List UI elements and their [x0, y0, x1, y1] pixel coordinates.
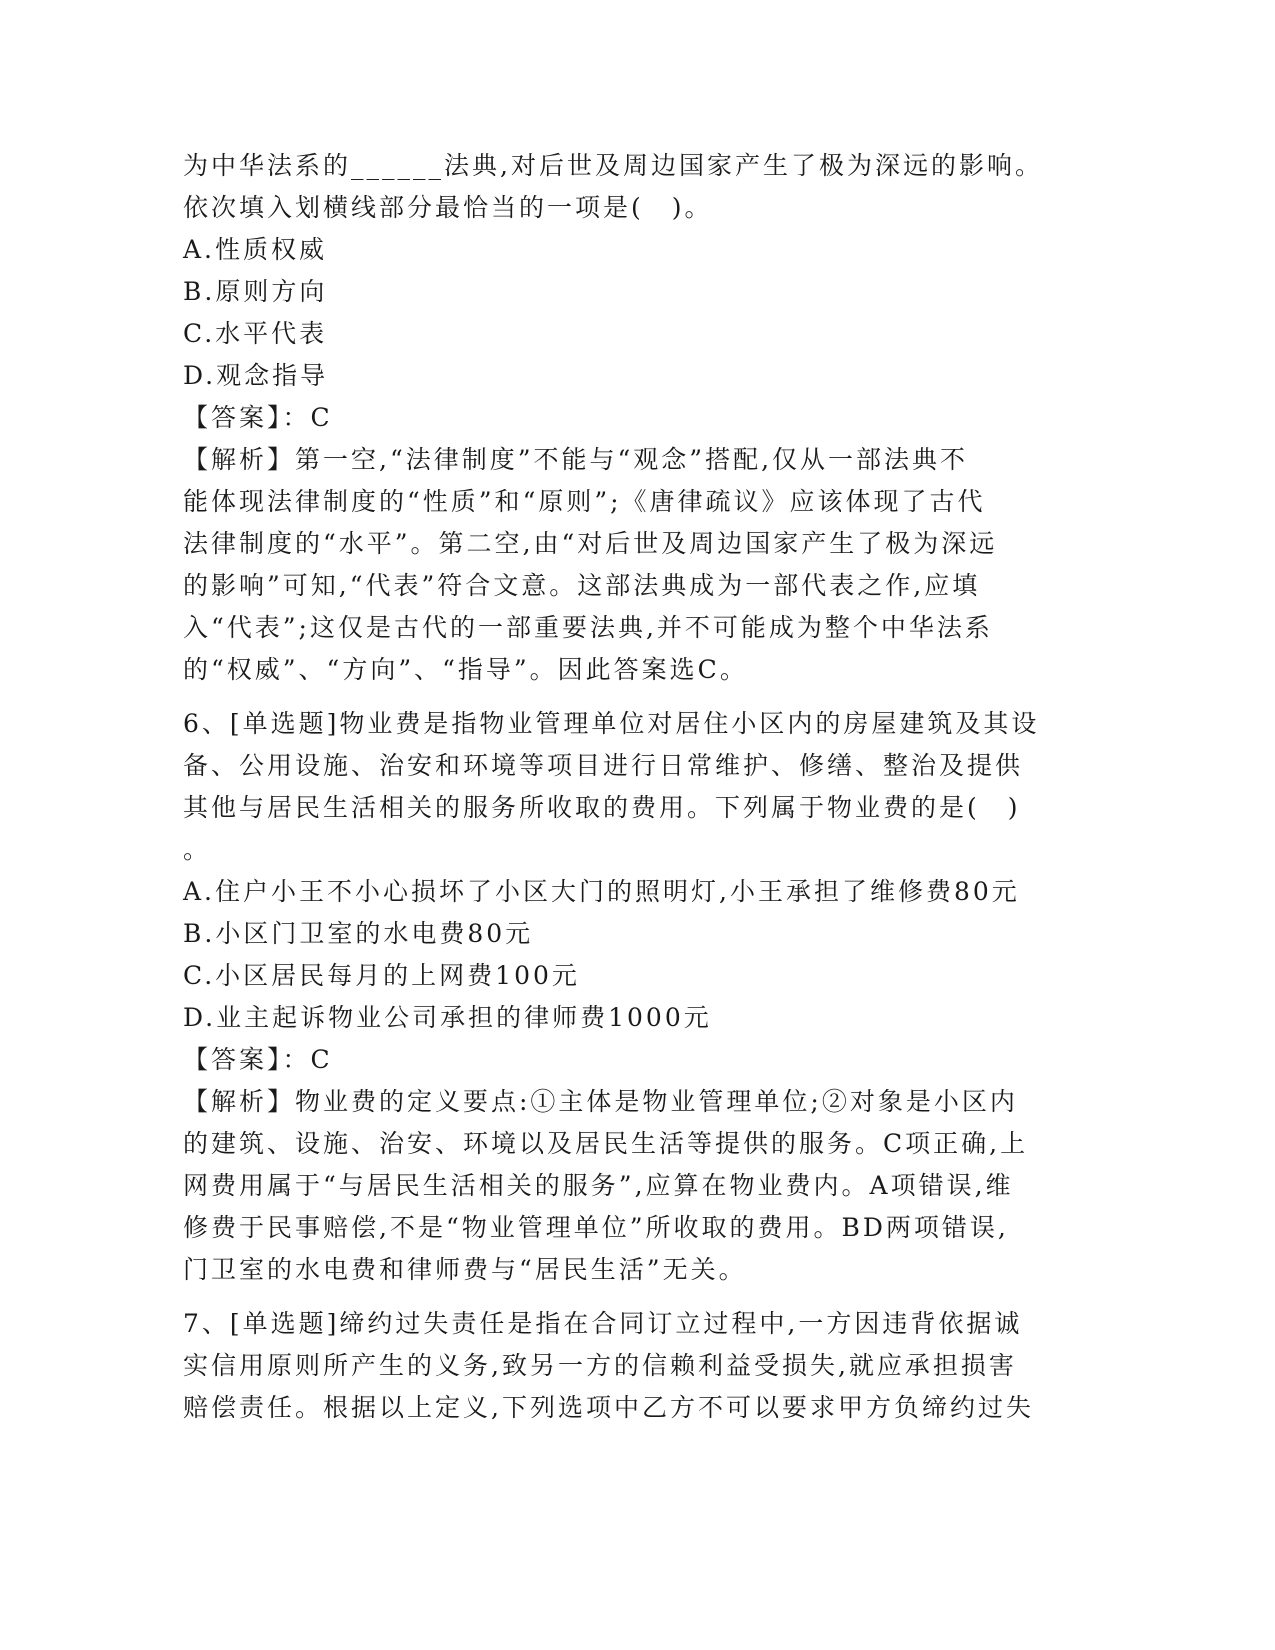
- question-stem-line: 赔偿责任。根据以上定义,下列选项中乙方不可以要求甲方负缔约过失: [183, 1393, 1034, 1422]
- question-stem-line: 其他与居民生活相关的服务所收取的费用。下列属于物业费的是( ): [183, 793, 1021, 822]
- option-d: D.业主起诉物业公司承担的律师费1000元: [183, 1003, 712, 1032]
- question-7: [183, 1303, 1083, 1429]
- question-stem-line: 实信用原则所产生的义务,致另一方的信赖利益受损失,就应承担损害: [183, 1351, 1017, 1380]
- analysis-line: 修费于民事赔偿,不是“物业管理单位”所收取的费用。BD两项错误,: [183, 1213, 1009, 1242]
- document-page: [183, 145, 1083, 1429]
- answer-line: 【答案】：C: [183, 403, 333, 432]
- option-d: D.观念指导: [183, 361, 329, 390]
- option-b: B.小区门卫室的水电费80元: [183, 919, 534, 948]
- section-gap: [183, 691, 1083, 703]
- section-gap: [183, 1291, 1083, 1303]
- option-a: A.性质权威: [183, 235, 328, 264]
- analysis-line: 法律制度的“水平”。第二空,由“对后世及周边国家产生了极为深远: [183, 529, 998, 558]
- analysis-line: 【解析】物业费的定义要点:①主体是物业管理单位;②对象是小区内: [183, 1087, 1018, 1116]
- analysis-line: 的影响”可知,“代表”符合文意。这部法典成为一部代表之作,应填: [183, 571, 981, 600]
- question-stem-line: 6、[单选题]物业费是指物业管理单位对居住小区内的房屋建筑及其设: [183, 709, 1040, 738]
- question-stem-line: 依次填入划横线部分最恰当的一项是( )。: [183, 193, 713, 222]
- option-b: B.原则方向: [183, 277, 328, 306]
- analysis-line: 网费用属于“与居民生活相关的服务”,应算在物业费内。A项错误,维: [183, 1171, 1014, 1200]
- analysis-line: 门卫室的水电费和律师费与“居民生活”无关。: [183, 1255, 747, 1284]
- analysis-line: 能体现法律制度的“性质”和“原则”;《唐律疏议》应该体现了古代: [183, 487, 986, 516]
- answer-line: 【答案】：C: [183, 1045, 333, 1074]
- analysis-line: 的“权威”、“方向”、“指导”。因此答案选C。: [183, 655, 748, 684]
- question-stem-line: 备、公用设施、治安和环境等项目进行日常维护、修缮、整治及提供: [183, 751, 1024, 780]
- analysis-line: 入“代表”;这仅是古代的一部重要法典,并不可能成为整个中华法系: [183, 613, 993, 642]
- question-6: [183, 703, 1083, 1291]
- question-stem-line: 7、[单选题]缔约过失责任是指在合同订立过程中,一方因违背依据诚: [183, 1309, 1023, 1338]
- analysis-line: 【解析】第一空,“法律制度”不能与“观念”搭配,仅从一部法典不: [183, 445, 969, 474]
- question-stem-line: 为中华法系的______法典,对后世及周边国家产生了极为深远的影响。: [183, 151, 1043, 180]
- analysis-line: 的建筑、设施、治安、环境以及居民生活等提供的服务。C项正确,上: [183, 1129, 1029, 1158]
- option-c: C.小区居民每月的上网费100元: [183, 961, 580, 990]
- question-5: [183, 145, 1083, 691]
- option-c: C.水平代表: [183, 319, 328, 348]
- question-stem-line: 。: [183, 835, 212, 864]
- option-a: A.住户小王不小心损坏了小区大门的照明灯,小王承担了维修费80元: [183, 877, 1020, 906]
